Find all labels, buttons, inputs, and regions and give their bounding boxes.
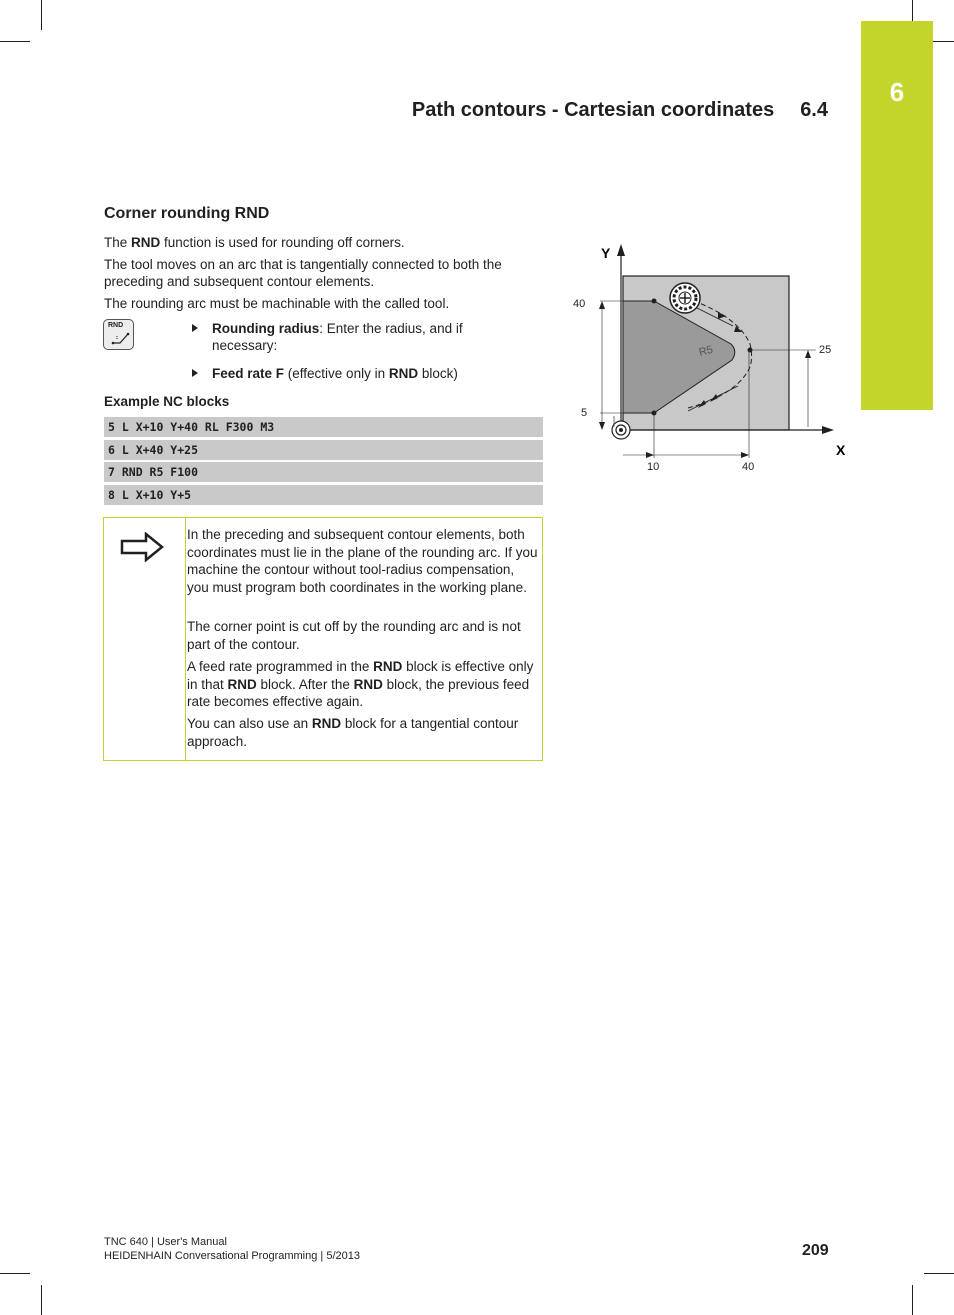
chapter-tab	[861, 21, 933, 410]
chapter-number: 6	[889, 77, 905, 107]
header-section: 6.4	[800, 99, 828, 121]
header-title: Path contours - Cartesian coordinates	[411, 99, 775, 121]
dim-arrow	[741, 452, 749, 458]
note-paragraph-4	[187, 715, 539, 750]
rnd-key-icon	[103, 319, 134, 350]
text: block for a tangential contour approach.	[187, 716, 519, 749]
dim-arrow	[805, 350, 811, 358]
text-bold: RND	[311, 716, 342, 731]
nc-block: 8 L X+10 Y+5	[104, 485, 543, 505]
dim-label-y40: 40	[573, 298, 586, 310]
dim-label-x10: 10	[647, 461, 660, 473]
note-paragraph-3	[187, 658, 539, 711]
y-axis-label: Y	[601, 245, 611, 261]
footer	[104, 1235, 360, 1263]
crop-mark	[924, 1273, 954, 1274]
page-number: 209	[802, 1242, 829, 1259]
nc-block: 5 L X+10 Y+40 RL F300 M3	[104, 417, 543, 437]
intro-paragraph-1	[104, 234, 544, 251]
rnd-key-glyph	[104, 320, 135, 351]
note-box	[103, 517, 543, 761]
y-axis-arrow	[617, 244, 625, 256]
contour-point	[652, 411, 657, 416]
step-label: Feed rate F	[212, 366, 285, 381]
crop-mark	[0, 1273, 30, 1274]
text-bold: RND	[227, 676, 257, 692]
dim-arrow	[599, 422, 605, 430]
running-header	[412, 99, 828, 122]
text: block, the previous feed rate becomes effective again.	[187, 676, 530, 710]
text: function is used for rounding off corners.	[160, 235, 405, 250]
text-bold: RND	[131, 235, 161, 250]
crop-mark	[41, 1285, 42, 1315]
step-desc: (effective only in	[284, 366, 389, 381]
x-axis-label: X	[836, 442, 846, 458]
origin-icon-dot	[619, 428, 623, 432]
dim-label-x40: 40	[742, 461, 755, 473]
radius-label: R5	[697, 343, 715, 359]
example-heading: Example NC blocks	[104, 394, 230, 409]
text: You can also use an	[187, 716, 312, 731]
text-bold: RND	[353, 676, 383, 692]
text: block. After the	[256, 676, 354, 692]
crop-mark	[41, 0, 42, 30]
text: The	[104, 235, 132, 250]
bullet-triangle-icon	[192, 369, 198, 377]
text: block is effective only in that	[187, 659, 534, 692]
bullet-triangle-icon	[192, 324, 198, 332]
dim-arrow	[599, 301, 605, 309]
step-desc: block)	[418, 366, 458, 381]
step-keyword: RND	[388, 366, 419, 381]
nc-block: 7 RND R5 F100	[104, 462, 543, 482]
contour-point	[748, 348, 753, 353]
rnd-key-label: RND	[108, 322, 124, 329]
x-axis-arrow	[822, 426, 834, 434]
arrow-right-icon	[120, 532, 164, 562]
note-paragraph-2: The corner point is cut off by the rounding arc and is not part of the contour.	[187, 619, 521, 652]
dim-label-y5: 5	[581, 407, 588, 419]
step-desc: : Enter the radius, and if necessary:	[212, 321, 463, 353]
nc-block: 6 L X+40 Y+25	[104, 440, 543, 460]
corner-rounding-diagram	[568, 236, 858, 476]
dim-arrow	[646, 452, 654, 458]
step-label: Rounding radius	[212, 321, 320, 336]
crop-mark	[912, 1285, 913, 1315]
step-text	[212, 365, 502, 382]
dim-label-y25: 25	[819, 344, 832, 356]
section-title: Corner rounding RND	[104, 205, 270, 222]
contour-point	[652, 299, 657, 304]
intro-paragraph-3: The rounding arc must be machinable with the called tool.	[104, 296, 450, 311]
crop-mark	[0, 41, 30, 42]
text: A feed rate programmed in the	[187, 659, 374, 674]
note-divider	[185, 518, 186, 760]
footer-line-2: HEIDENHAIN Conversational Programming | 5/2013	[104, 1250, 360, 1262]
footer-line-1: TNC 640 | User's Manual	[104, 1236, 227, 1248]
intro-paragraph-2: The tool moves on an arc that is tangentially connected to both the preceding and subsequent contour elements.	[104, 257, 502, 289]
note-paragraph-1: In the preceding and subsequent contour elements, both coordinates must lie in the plane of the rounding arc. If you machine the contour without tool-radius compensation, you must program both coordinates in the working plane.	[187, 527, 538, 596]
step-text	[212, 320, 502, 354]
text-bold: RND	[373, 659, 403, 674]
